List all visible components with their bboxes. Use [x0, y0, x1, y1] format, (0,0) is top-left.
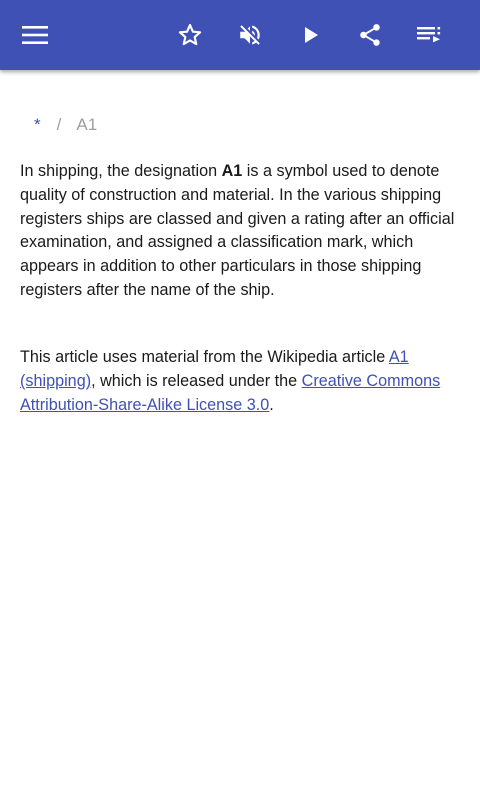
- breadcrumb-separator: /: [56, 115, 62, 134]
- attribution-text: .: [269, 395, 274, 414]
- volume-off-icon: [237, 22, 263, 48]
- attribution-paragraph: [20, 346, 462, 417]
- paragraph-text: In shipping, the designation: [20, 162, 222, 180]
- play-button[interactable]: [287, 11, 335, 59]
- article-paragraph: [20, 160, 462, 303]
- share-button[interactable]: [346, 11, 394, 59]
- share-icon: [357, 22, 383, 48]
- favorite-button[interactable]: [166, 11, 214, 59]
- play-icon: [301, 25, 321, 45]
- license-link[interactable]: Creative Commons Attribution-Share-Alike License 3.0: [20, 371, 441, 414]
- paragraph-text: is a symbol used to denote quality of construction and material. In the various shipping registers ships are classed and given a rating after an official examination, and assigned a classification mark, which appears in addition to other particulars in those shipping registers after the name of the ship.: [20, 162, 455, 299]
- breadcrumb: [34, 115, 97, 135]
- breadcrumb-current: A1: [76, 115, 98, 134]
- breadcrumb-root-link[interactable]: *: [34, 115, 41, 134]
- star-outline-icon: [177, 22, 203, 48]
- menu-icon: [22, 25, 48, 45]
- playlist-button[interactable]: [406, 11, 454, 59]
- menu-button[interactable]: [11, 11, 59, 59]
- term-bold: A1: [221, 162, 243, 180]
- wikipedia-article-link[interactable]: A1 (shipping): [20, 348, 409, 390]
- playlist-icon: [417, 25, 443, 45]
- app-bar: [0, 0, 480, 70]
- attribution-text: , which is released under the: [91, 371, 302, 390]
- mute-button[interactable]: [226, 11, 274, 59]
- attribution-text: This article uses material from the Wikipedia article: [20, 348, 389, 366]
